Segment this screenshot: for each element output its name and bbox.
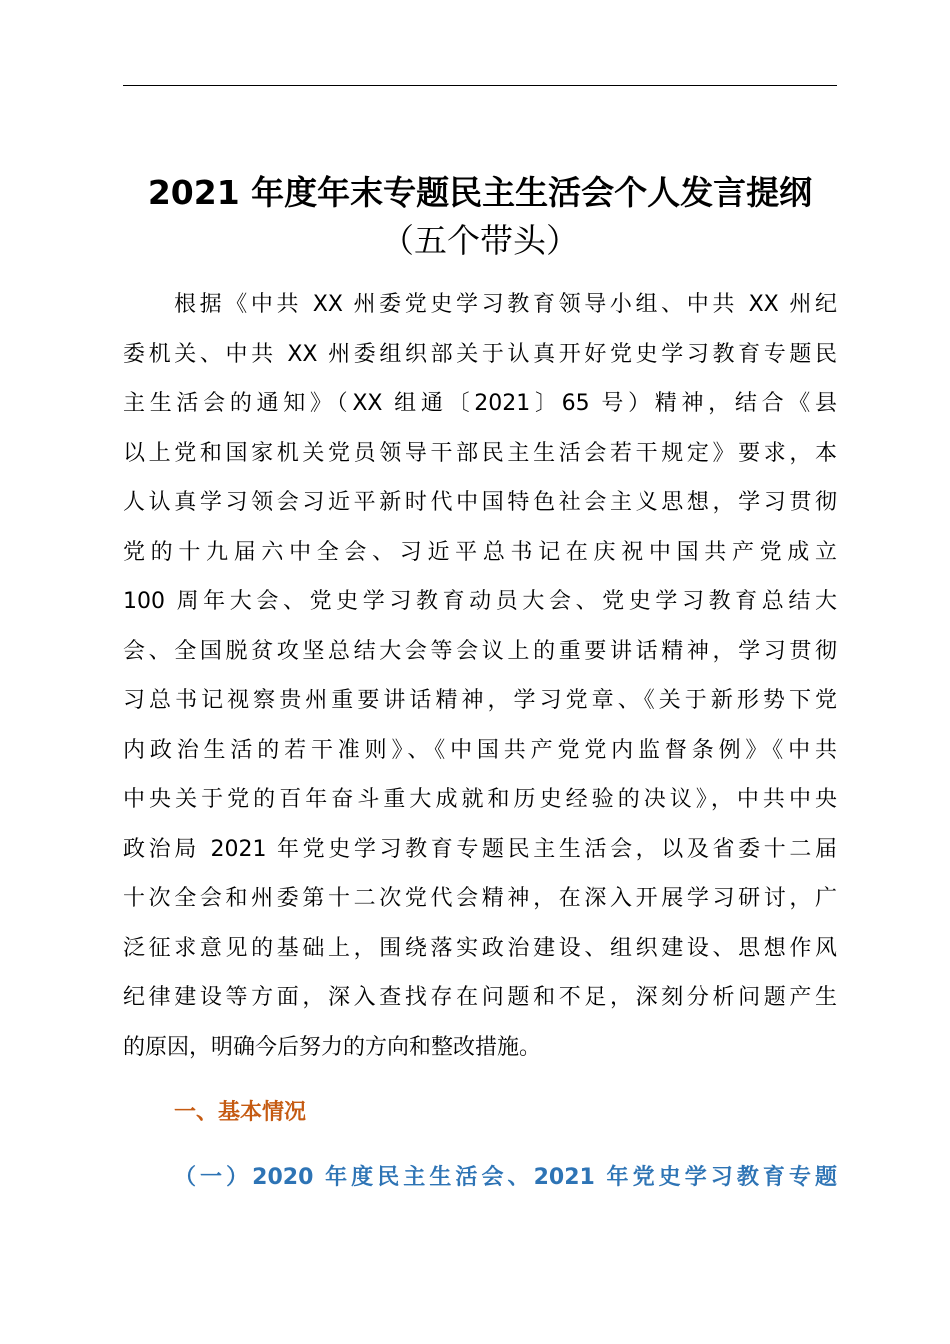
paragraph-line: 泛征求意见的基础上，围绕落实政治建设、组织建设、思想作风 (123, 935, 837, 961)
paragraph-line: 纪律建设等方面，深入查找存在问题和不足，深刻分析问题产生 (123, 985, 837, 1010)
paragraph-line: 政治局 2021 年党史学习教育专题民主生活会，以及省委十二届 (123, 836, 837, 862)
subsection-heading: （一）2020 年度民主生活会、2021 年党史学习教育专题 (174, 1165, 837, 1190)
paragraph-line: 党的十九届六中全会、习近平总书记在庆祝中国共产党成立 (123, 539, 837, 565)
intro-paragraph (123, 280, 837, 1072)
paragraph-line: 以上党和国家机关党员领导干部民主生活会若干规定》要求，本 (123, 440, 837, 466)
paragraph-line: 会、全国脱贫攻坚总结大会等会议上的重要讲话精神，学习贯彻 (123, 638, 837, 664)
paragraph-line: 委机关、中共 XX 州委组织部关于认真开好党史学习教育专题民 (123, 341, 837, 367)
section-heading-basic-situation: 一、基本情况 (174, 1100, 307, 1125)
paragraph-line: 习总书记视察贵州重要讲话精神，学习党章、《关于新形势下党 (123, 688, 837, 713)
paragraph-line: 中央关于党的百年奋斗重大成就和历史经验的决议》，中共中央 (123, 787, 837, 812)
paragraph-line: 人认真学习领会习近平新时代中国特色社会主义思想，学习贯彻 (123, 490, 837, 515)
header-rule (123, 85, 837, 86)
paragraph-line: 十次全会和州委第十二次党代会精神，在深入开展学习研讨，广 (123, 886, 837, 911)
paragraph-line: 根据《中共 XX 州委党史学习教育领导小组、中共 XX 州纪 (174, 292, 837, 317)
title-line-sub: （五个带头） (381, 221, 579, 261)
paragraph-line: 100 周年大会、党史学习教育动员大会、党史学习教育总结大 (123, 589, 837, 614)
paragraph-line: 主生活会的通知》（XX 组通〔2021〕65 号）精神，结合《县 (123, 391, 837, 416)
paragraph-line: 内政治生活的若干准则》、《中国共产党党内监督条例》《中共 (123, 737, 837, 763)
title-line-main: 2021 年度年末专题民主生活会个人发言提纲 (147, 173, 813, 213)
document-title (115, 169, 845, 265)
paragraph-line: 的原因，明确今后努力的方向和整改措施。 (123, 1034, 542, 1060)
